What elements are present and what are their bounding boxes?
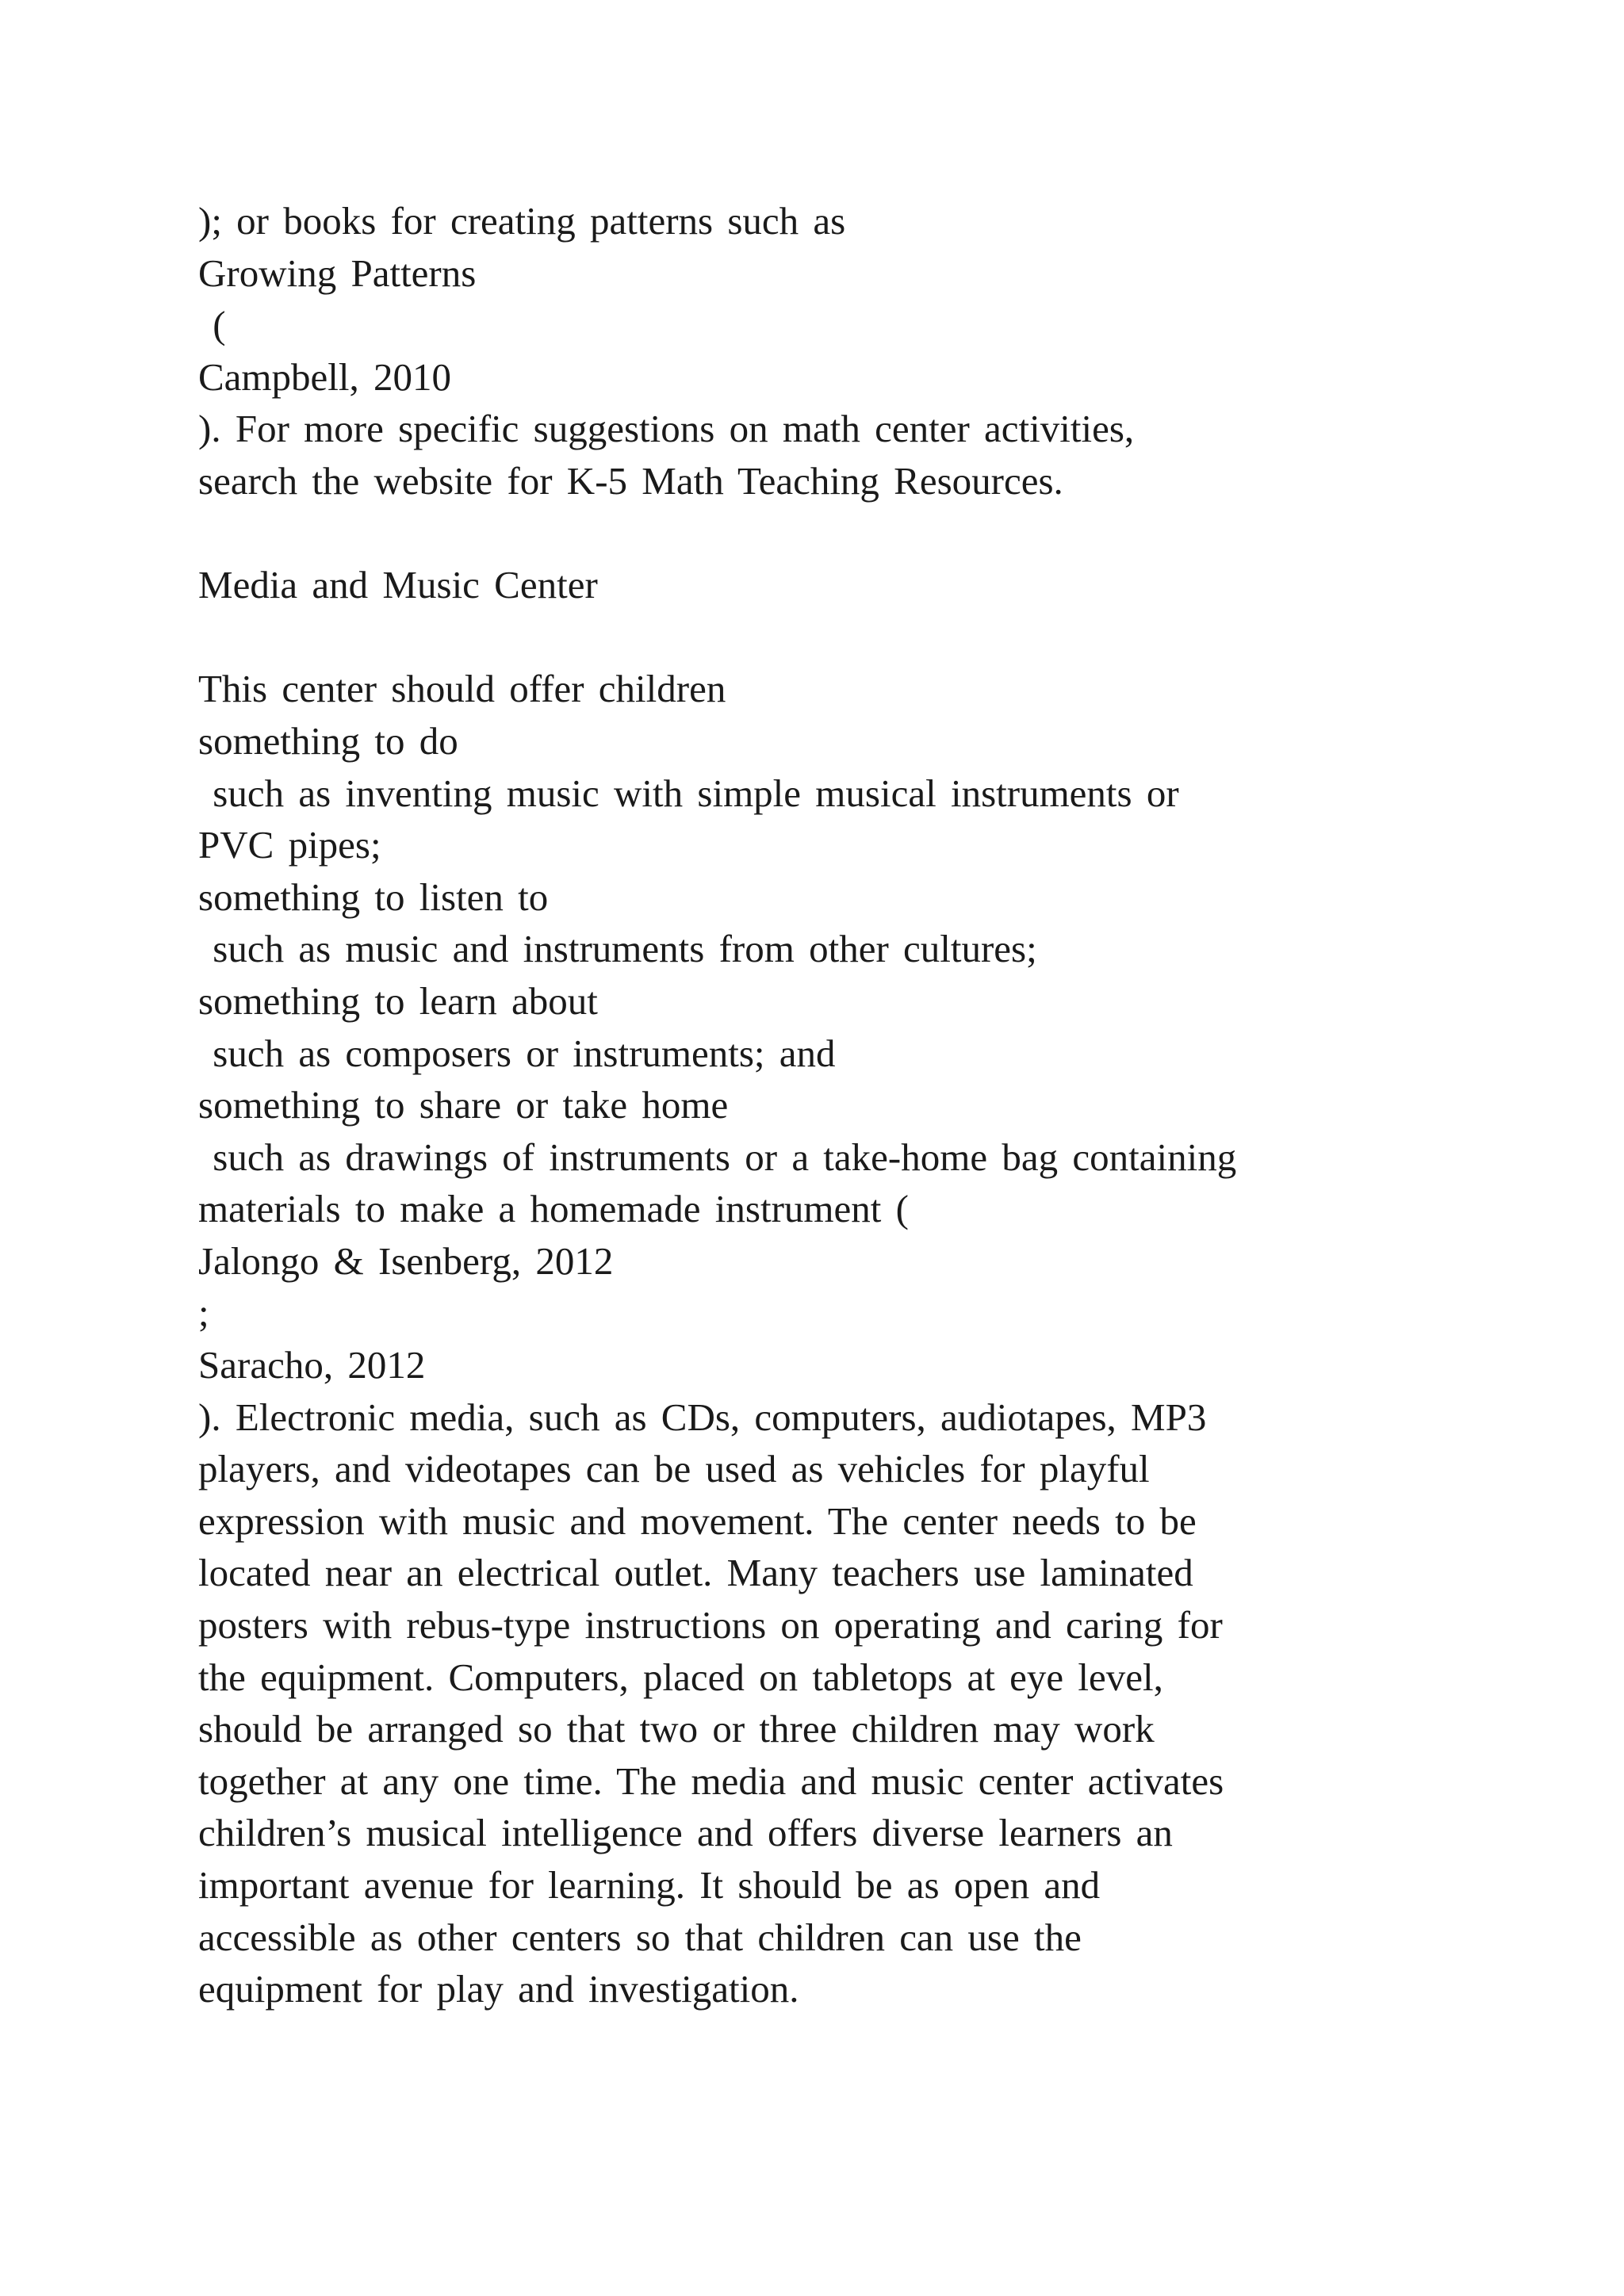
text-line: something to do: [198, 718, 458, 763]
text-line: the equipment. Computers, placed on tabletops at eye level,: [198, 1655, 1163, 1699]
document-text: [198, 195, 1562, 2015]
text-line: players, and videotapes can be used as vehicles for playful: [198, 1447, 1150, 1491]
text-line: ). Electronic media, such as CDs, computers, audiotapes, MP3: [198, 1395, 1207, 1439]
text-line: children’s musical intelligence and offers diverse learners an: [198, 1811, 1173, 1855]
section-heading: Media and Music Center: [198, 563, 598, 607]
text-line: expression with music and movement. The center needs to be: [198, 1498, 1197, 1543]
text-line: important avenue for learning. It should be as open and: [198, 1863, 1101, 1907]
text-line: materials to make a homemade instrument (: [198, 1187, 909, 1231]
text-line: should be arranged so that two or three children may work: [198, 1707, 1155, 1751]
text-line: This center should offer children: [198, 667, 726, 711]
text-line: something to learn about: [198, 978, 598, 1023]
text-line: search the website for K-5 Math Teaching Resources.: [198, 458, 1063, 503]
text-line: ). For more specific suggestions on math center activities,: [198, 407, 1135, 451]
text-line: (: [198, 303, 226, 347]
text-line: Campbell, 2010: [198, 354, 452, 399]
text-line: equipment for play and investigation.: [198, 1967, 799, 2011]
text-line: posters with rebus-type instructions on operating and caring for: [198, 1603, 1223, 1647]
text-line: Saracho, 2012: [198, 1343, 426, 1387]
text-line: such as music and instruments from other cultures;: [198, 927, 1037, 971]
text-line: such as inventing music with simple musical instruments or: [198, 771, 1179, 815]
text-line: Jalongo & Isenberg, 2012: [198, 1238, 614, 1283]
text-line: something to share or take home: [198, 1083, 729, 1127]
text-line: accessible as other centers so that children can use the: [198, 1915, 1082, 1959]
text-line: ); or books for creating patterns such as: [198, 199, 846, 243]
text-line: ;: [198, 1291, 209, 1335]
text-line: something to listen to: [198, 874, 549, 919]
blank-line: [198, 507, 1562, 560]
text-line: PVC pipes;: [198, 823, 381, 867]
text-line: such as composers or instruments; and: [198, 1031, 836, 1075]
blank-line: [198, 611, 1562, 664]
text-line: located near an electrical outlet. Many teachers use laminated: [198, 1551, 1193, 1595]
text-line: such as drawings of instruments or a take-home bag containing: [198, 1135, 1237, 1179]
text-line: Growing Patterns: [198, 251, 477, 295]
text-line: together at any one time. The media and music center activates: [198, 1758, 1224, 1803]
